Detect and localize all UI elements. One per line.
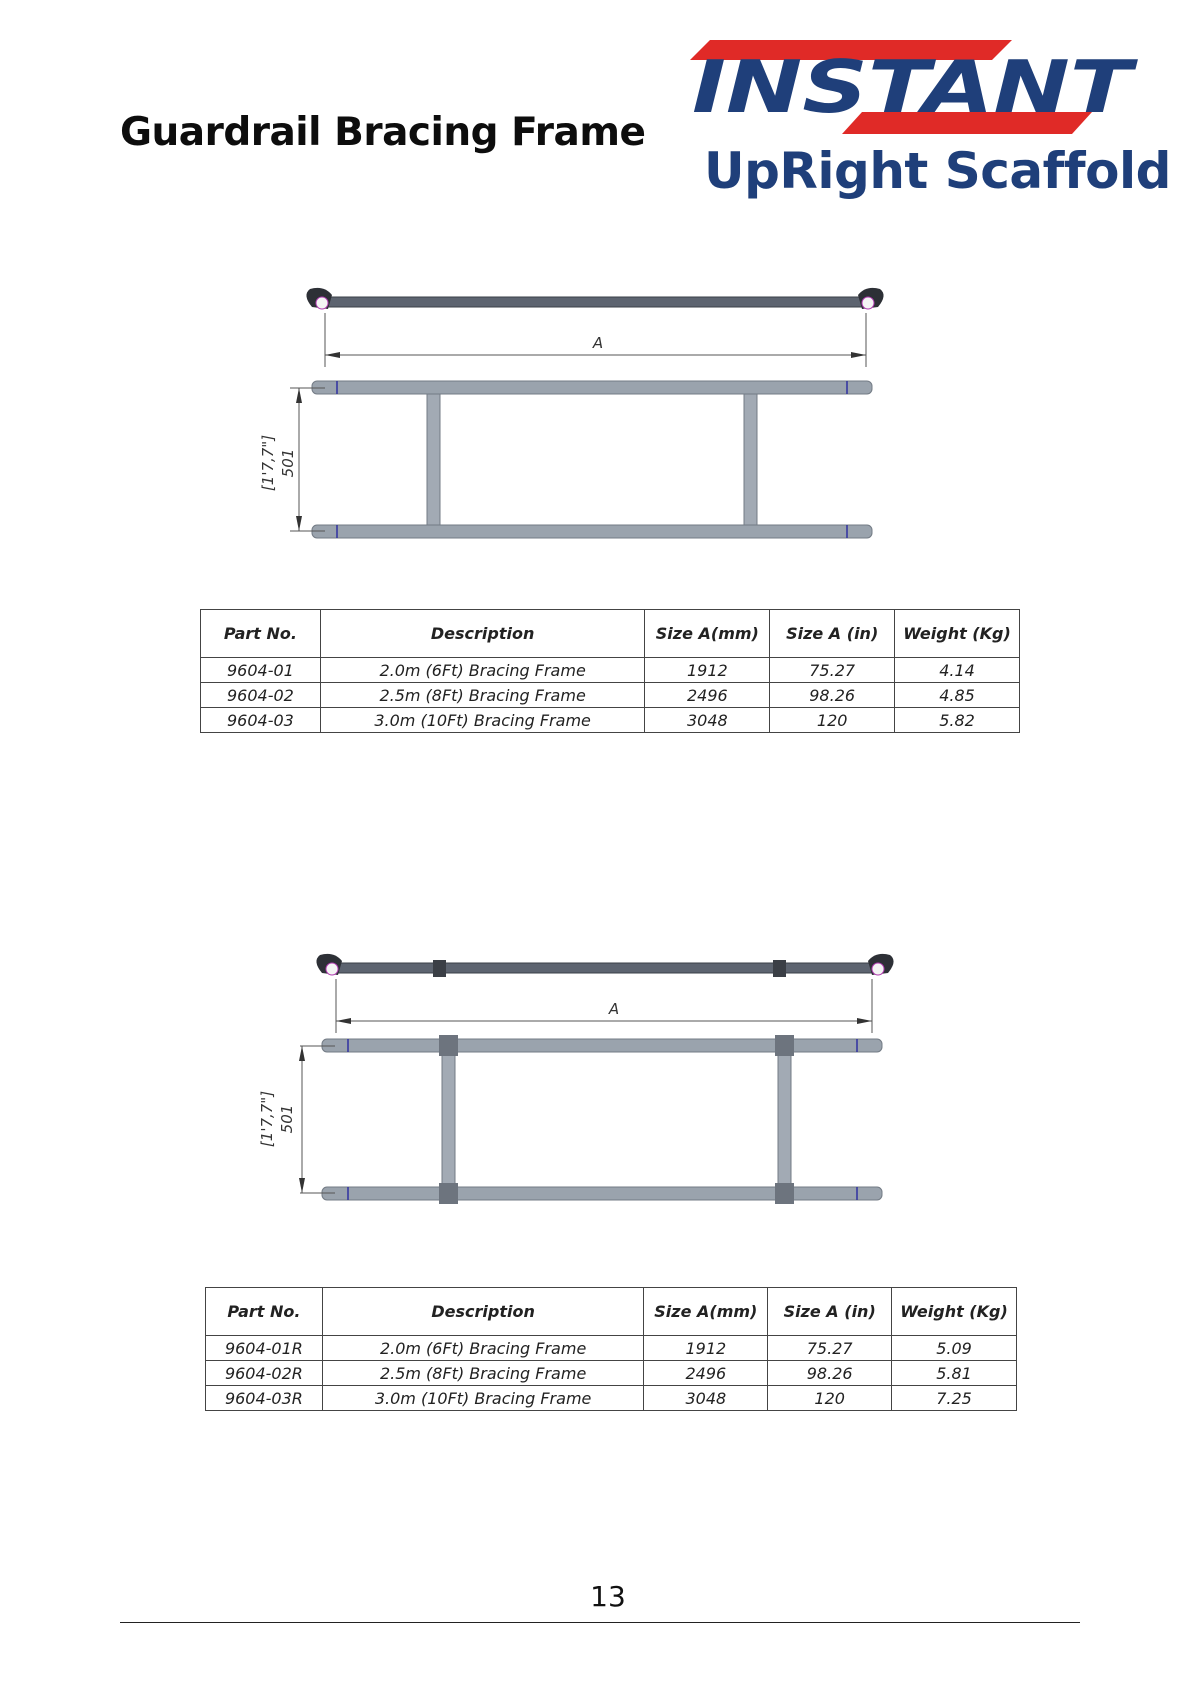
page-number: 13: [590, 1580, 626, 1613]
part-no-cell: 9604-02R: [206, 1361, 323, 1386]
height-mm-label: 501: [278, 1104, 296, 1134]
instant-logo-mark: [662, 30, 1162, 145]
dimension-a-label: A: [608, 1000, 620, 1018]
size-mm-cell: 2496: [645, 683, 770, 708]
top-view-rail: [316, 954, 893, 977]
weight-cell: 7.25: [892, 1386, 1017, 1411]
description-cell: 2.5m (8Ft) Bracing Frame: [322, 1361, 644, 1386]
description-cell: 2.5m (8Ft) Bracing Frame: [320, 683, 645, 708]
frame-drawing-2: [240, 947, 940, 1247]
size-in-cell: 120: [770, 708, 895, 733]
dimension-a-line: [325, 313, 866, 367]
page-title: Guardrail Bracing Frame: [120, 110, 646, 155]
header-description: Description: [322, 1288, 644, 1336]
dimension-height-line: [258, 1046, 335, 1193]
height-imperial-label: [1'7,7"]: [259, 434, 277, 492]
part-no-cell: 9604-03: [201, 708, 321, 733]
top-view-rail: [306, 288, 883, 309]
description-cell: 2.0m (6Ft) Bracing Frame: [320, 658, 645, 683]
height-imperial-label: [1'7,7"]: [258, 1090, 276, 1148]
header-size-in: Size A (in): [768, 1288, 892, 1336]
table-header-row: [201, 610, 1020, 658]
size-mm-cell: 1912: [645, 658, 770, 683]
footer-divider: [120, 1622, 1080, 1623]
header-size-in: Size A (in): [770, 610, 895, 658]
size-in-cell: 75.27: [770, 658, 895, 683]
header-weight: Weight (Kg): [892, 1288, 1017, 1336]
weight-cell: 5.81: [892, 1361, 1017, 1386]
description-cell: 3.0m (10Ft) Bracing Frame: [320, 708, 645, 733]
frame-drawing-1: [230, 285, 930, 575]
instant-upright-logo: [662, 30, 1171, 205]
size-mm-cell: 3048: [644, 1386, 768, 1411]
size-mm-cell: 1912: [644, 1336, 768, 1361]
size-in-cell: 120: [768, 1386, 892, 1411]
table-row: [206, 1361, 1017, 1386]
size-mm-cell: 2496: [644, 1361, 768, 1386]
header-part-no: Part No.: [201, 610, 321, 658]
table-row: [201, 658, 1020, 683]
parts-table-2: [205, 1287, 1017, 1411]
size-in-cell: 98.26: [770, 683, 895, 708]
header-weight: Weight (Kg): [895, 610, 1020, 658]
part-no-cell: 9604-03R: [206, 1386, 323, 1411]
parts-table-1: [200, 609, 1020, 733]
size-mm-cell: 3048: [645, 708, 770, 733]
header-size-mm: Size A(mm): [645, 610, 770, 658]
dimension-a-label: A: [592, 334, 604, 352]
table-row: [206, 1386, 1017, 1411]
dimension-height-line: [259, 388, 325, 531]
logo-wordmark-instant: INSTANT: [692, 45, 1139, 129]
part-no-cell: 9604-01: [201, 658, 321, 683]
size-in-cell: 75.27: [768, 1336, 892, 1361]
size-in-cell: 98.26: [768, 1361, 892, 1386]
part-no-cell: 9604-02: [201, 683, 321, 708]
description-cell: 3.0m (10Ft) Bracing Frame: [322, 1386, 644, 1411]
front-view-frame: [312, 381, 872, 538]
height-mm-label: 501: [279, 448, 297, 478]
weight-cell: 4.85: [895, 683, 1020, 708]
weight-cell: 4.14: [895, 658, 1020, 683]
table-row: [201, 708, 1020, 733]
header-description: Description: [320, 610, 645, 658]
description-cell: 2.0m (6Ft) Bracing Frame: [322, 1336, 644, 1361]
logo-wordmark-upright: UpRight Scaffold: [704, 142, 1171, 200]
table-row: [201, 683, 1020, 708]
header-size-mm: Size A(mm): [644, 1288, 768, 1336]
weight-cell: 5.82: [895, 708, 1020, 733]
table-header-row: [206, 1288, 1017, 1336]
dimension-a-line: [336, 979, 872, 1033]
table-row: [206, 1336, 1017, 1361]
header-part-no: Part No.: [206, 1288, 323, 1336]
part-no-cell: 9604-01R: [206, 1336, 323, 1361]
weight-cell: 5.09: [892, 1336, 1017, 1361]
front-view-frame: [322, 1035, 882, 1204]
